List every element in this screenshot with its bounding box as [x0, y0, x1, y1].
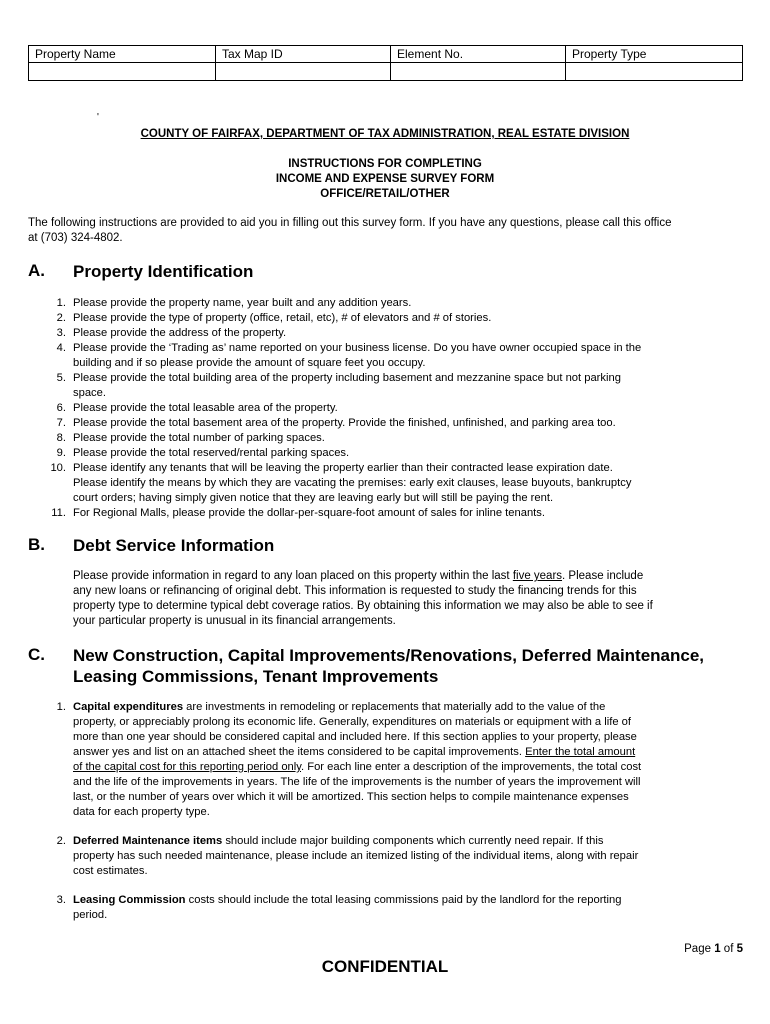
section-a-item-line: Please provide the total reserved/rental parking spaces. [73, 447, 350, 459]
text: Please provide information in regard to any loan placed on this property within the last [73, 570, 513, 582]
property-type-field[interactable] [566, 63, 743, 81]
c-item-1 [73, 700, 763, 820]
emphasis: of the capital cost for this reporting period only [73, 761, 302, 773]
text: . Please include [562, 570, 644, 582]
section-a-item-number: 6. [56, 402, 66, 414]
text: . For each line enter a description of the improvements, the total cost [301, 761, 642, 773]
text: Page [684, 943, 715, 955]
c-item-1-line: property, or appreciably prolong its economic life. Generally, expenditures on materials or equipment with a life of [73, 716, 631, 728]
section-c-letter: C. [28, 645, 45, 664]
section-a-item-number: 4. [56, 342, 66, 354]
intro-paragraph [28, 216, 768, 246]
section-a-item-number: 9. [56, 447, 66, 459]
section-b-line [73, 569, 763, 584]
section-a-item [73, 296, 763, 311]
section-a-item-number: 3. [56, 327, 66, 339]
intro-line: The following instructions are provided to aid you in filling out this survey form. If you have any questions, please call this office [28, 217, 672, 229]
deferred-maintenance-term: Deferred Maintenance items [73, 835, 223, 847]
c-item-1-line: more than one year should be considered capital and included here. If this section applies to your property, please [73, 731, 637, 743]
section-a-item [73, 461, 763, 506]
section-a-item-number: 7. [56, 417, 66, 429]
county-title: COUNTY OF FAIRFAX, DEPARTMENT OF TAX ADMINISTRATION, REAL ESTATE DIVISION [140, 128, 630, 140]
text: are investments in remodeling or replacements that materially add to the value of the [183, 701, 606, 713]
section-a-item-number: 8. [56, 432, 66, 444]
form-title-line: OFFICE/RETAIL/OTHER [320, 188, 450, 200]
section-a-item [73, 371, 763, 401]
section-a-item-line: Please provide the address of the property. [73, 327, 287, 339]
element-no-field[interactable] [391, 63, 566, 81]
section-a-item-line: Please provide the total leasable area of the property. [73, 402, 338, 414]
c-item-1-line [73, 745, 763, 760]
section-b-line: property type to determine typical debt coverage ratios. By obtaining this information we may also be able to see if [73, 600, 653, 612]
col-property-type: Property Type [566, 46, 743, 63]
c-item-1-number: 1. [56, 701, 66, 713]
c-item-2-number: 2. [56, 835, 66, 847]
section-b-paragraph [73, 569, 763, 629]
text: answer yes and list on an attached sheet the items considered to be capital improvements. [73, 746, 526, 758]
section-a-item [73, 326, 763, 341]
section-a-item [73, 401, 763, 416]
section-a-item [73, 311, 763, 326]
section-a-item [73, 446, 763, 461]
property-header-table [28, 45, 743, 81]
section-a-item-number: 11. [51, 507, 66, 519]
c-item-3-line [73, 893, 763, 908]
section-a-item [73, 416, 763, 431]
c-item-2 [73, 834, 763, 879]
confidential-label: CONFIDENTIAL [321, 957, 449, 976]
section-c-title-line: New Construction, Capital Improvements/Renovations, Deferred Maintenance, [73, 646, 705, 665]
current-page: 1 [714, 943, 721, 955]
capital-expenditures-term: Capital expenditures [73, 701, 184, 713]
emphasis: Enter the total amount [525, 746, 636, 758]
c-item-1-line: data for each property type. [73, 806, 210, 818]
section-a-item-line: Please provide the ‘Trading as’ name reported on your business license. Do you have owner occupied space in the [73, 342, 642, 354]
section-a-item-line: Please provide the total building area of the property including basement and mezzanine space but not parking [73, 372, 621, 384]
section-a-item [73, 506, 763, 521]
section-a-item [73, 341, 763, 371]
section-a-item-line: Please provide the property name, year built and any addition years. [73, 297, 412, 309]
section-a-item-line: Please provide the total basement area of the property. Provide the finished, unfinished, and parking area too. [73, 417, 616, 429]
section-b-letter: B. [28, 535, 45, 554]
tick-mark: ' [97, 112, 99, 123]
c-item-1-line [73, 760, 763, 775]
c-item-1-line [73, 700, 763, 715]
section-a-item-line: For Regional Malls, please provide the dollar-per-square-foot amount of sales for inline tenants. [73, 507, 545, 519]
section-a-item-line: building and if so please provide the amount of square feet you occupy. [73, 357, 426, 369]
leasing-commission-term: Leasing Commission [73, 894, 186, 906]
page-number [684, 943, 743, 955]
section-a-item-line: Please provide the type of property (office, retail, etc), # of elevators and # of stories. [73, 312, 492, 324]
intro-line: at (703) 324-4802. [28, 232, 123, 244]
section-a-item-number: 2. [56, 312, 66, 324]
c-item-3 [73, 893, 763, 923]
form-title-line: INSTRUCTIONS FOR COMPLETING [288, 158, 482, 170]
c-item-1-line: and the life of the improvements in years. The life of the improvements is the number of years the improvement will [73, 776, 641, 788]
text: of [720, 943, 737, 955]
section-a-item-line: Please provide the total number of parking spaces. [73, 432, 325, 444]
tax-map-id-field[interactable] [216, 63, 391, 81]
section-a-item-line: court orders; having simply given notice that they are leaving early but will still be paying the rent. [73, 492, 554, 504]
form-title [0, 157, 770, 202]
form-title-line: INCOME AND EXPENSE SURVEY FORM [275, 173, 495, 185]
total-pages: 5 [736, 943, 743, 955]
c-item-2-line [73, 834, 763, 849]
c-item-2-line: property has such needed maintenance, please include an itemized listing of the individual items, along with repair [73, 850, 639, 862]
c-item-2-line: cost estimates. [73, 865, 148, 877]
text: should include major building components which currently need repair. If this [222, 835, 604, 847]
five-years-emphasis: five years [512, 570, 563, 582]
section-b-title: Debt Service Information [73, 536, 275, 555]
col-property-name: Property Name [29, 46, 216, 63]
property-name-field[interactable] [29, 63, 216, 81]
section-a-item [73, 431, 763, 446]
section-c-title-line: Leasing Commissions, Tenant Improvements [73, 667, 439, 686]
c-item-3-number: 3. [56, 894, 66, 906]
section-a-item-line: Please identify any tenants that will be leaving the property earlier than their contracted lease expiration date. [73, 462, 613, 474]
section-a-item-number: 5. [56, 372, 66, 384]
col-tax-map-id: Tax Map ID [216, 46, 391, 63]
section-a-letter: A. [28, 261, 45, 280]
col-element-no: Element No. [391, 46, 566, 63]
section-a-item-line: Please identify the means by which they are vacating the premises: early exit clauses, lease buyouts, bankruptcy [73, 477, 632, 489]
section-a-item-number: 1. [56, 297, 66, 309]
section-a-item-number: 10. [50, 462, 66, 474]
section-b-line: any new loans or refinancing of original debt. This information is requested to study the financing trends for this [73, 585, 637, 597]
section-c-title [73, 645, 763, 687]
text: costs should include the total leasing commissions paid by the landlord for the reporting [185, 894, 622, 906]
section-a-title: Property Identification [73, 262, 254, 281]
c-item-1-line: last, or the number of years over which it will be amortized. This section helps to compile maintenance expenses [73, 791, 629, 803]
section-b-line: your particular property is unusual in its financial arrangements. [73, 615, 396, 627]
section-a-item-line: space. [73, 387, 106, 399]
c-item-3-line: period. [73, 909, 108, 921]
